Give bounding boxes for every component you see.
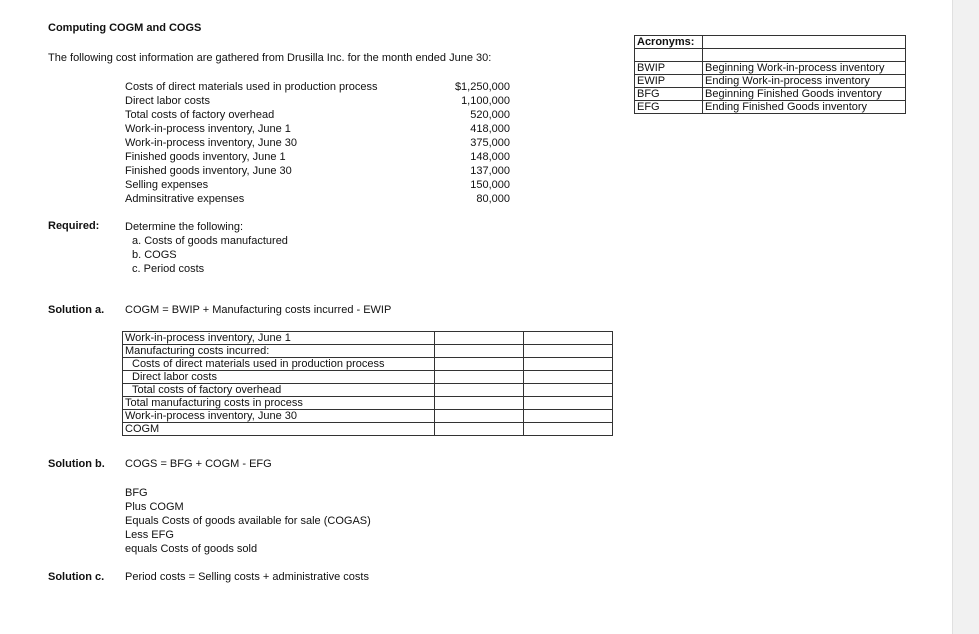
cogm-row-label[interactable]: Costs of direct materials used in production process xyxy=(123,358,435,371)
table-cell[interactable] xyxy=(524,423,613,436)
solution-c-label: Solution c. xyxy=(48,571,105,583)
cost-value: 137,000 xyxy=(470,165,510,177)
solution-a-formula: COGM = BWIP + Manufacturing costs incurred - EWIP xyxy=(125,304,392,316)
cogm-row-label[interactable]: Total manufacturing costs in process xyxy=(123,397,435,410)
cost-labels xyxy=(125,80,378,206)
required-line: a. Costs of goods manufactured xyxy=(132,235,288,247)
cogm-row-label[interactable]: Total costs of factory overhead xyxy=(123,384,435,397)
table-cell[interactable] xyxy=(635,49,703,62)
table-cell[interactable] xyxy=(435,358,524,371)
cost-value: 150,000 xyxy=(470,179,510,191)
cost-label: Work-in-process inventory, June 1 xyxy=(125,123,291,135)
table-row xyxy=(123,397,613,410)
table-row xyxy=(635,62,906,75)
cost-value: 418,000 xyxy=(470,123,510,135)
solution-b-steps xyxy=(125,486,371,556)
required-line: b. COGS xyxy=(132,249,177,261)
table-row xyxy=(635,36,906,49)
required-line: c. Period costs xyxy=(132,263,205,275)
solution-b-line: Plus COGM xyxy=(125,501,184,513)
cost-label: Total costs of factory overhead xyxy=(125,109,275,121)
table-cell[interactable] xyxy=(435,397,524,410)
table-cell[interactable] xyxy=(524,410,613,423)
table-cell[interactable] xyxy=(703,49,906,62)
table-cell[interactable] xyxy=(524,397,613,410)
acronym-key[interactable]: BFG xyxy=(635,88,703,101)
table-cell[interactable] xyxy=(524,371,613,384)
cost-label: Selling expenses xyxy=(125,179,209,191)
cost-label: Direct labor costs xyxy=(125,95,210,107)
table-row xyxy=(123,345,613,358)
table-cell[interactable] xyxy=(524,358,613,371)
table-row xyxy=(123,332,613,345)
cost-value: 80,000 xyxy=(476,193,510,205)
acronym-value[interactable]: Ending Finished Goods inventory xyxy=(703,101,906,114)
solution-c-formula: Period costs = Selling costs + administrative costs xyxy=(125,571,369,583)
table-cell[interactable] xyxy=(435,384,524,397)
solution-b-formula: COGS = BFG + COGM - EFG xyxy=(125,458,272,470)
table-row xyxy=(123,384,613,397)
table-row xyxy=(635,101,906,114)
cost-value: 1,100,000 xyxy=(461,95,510,107)
acronyms-header[interactable]: Acronyms: xyxy=(635,36,703,49)
solution-a-label: Solution a. xyxy=(48,304,105,316)
table-row xyxy=(635,49,906,62)
solution-b-line: BFG xyxy=(125,487,148,499)
acronym-key[interactable]: EWIP xyxy=(635,75,703,88)
vertical-scrollbar[interactable] xyxy=(952,0,979,634)
table-row xyxy=(635,75,906,88)
table-cell[interactable] xyxy=(435,423,524,436)
cogm-row-label[interactable]: COGM xyxy=(123,423,435,436)
table-row xyxy=(123,358,613,371)
table-cell[interactable] xyxy=(703,36,906,49)
table-cell[interactable] xyxy=(524,332,613,345)
table-cell[interactable] xyxy=(524,345,613,358)
acronym-key[interactable]: EFG xyxy=(635,101,703,114)
intro-text: The following cost information are gathered from Drusilla Inc. for the month ended June 30: xyxy=(48,52,492,64)
acronym-key[interactable]: BWIP xyxy=(635,62,703,75)
table-row xyxy=(635,88,906,101)
cost-values xyxy=(430,80,510,206)
cogm-row-label[interactable]: Manufacturing costs incurred: xyxy=(123,345,435,358)
cost-label: Work-in-process inventory, June 30 xyxy=(125,137,297,149)
table-cell[interactable] xyxy=(435,371,524,384)
acronym-value[interactable]: Beginning Work-in-process inventory xyxy=(703,62,906,75)
required-line: Determine the following: xyxy=(125,221,244,233)
cost-value: $1,250,000 xyxy=(454,81,510,93)
cost-value: 520,000 xyxy=(470,109,510,121)
acronyms-table xyxy=(634,35,906,114)
table-row xyxy=(123,371,613,384)
table-row xyxy=(123,410,613,423)
page-title: Computing COGM and COGS xyxy=(48,22,202,34)
cogm-row-label[interactable]: Direct labor costs xyxy=(123,371,435,384)
cost-value: 148,000 xyxy=(470,151,510,163)
cogm-table xyxy=(122,331,613,436)
acronym-value[interactable]: Beginning Finished Goods inventory xyxy=(703,88,906,101)
solution-b-line: Less EFG xyxy=(125,529,174,541)
table-cell[interactable] xyxy=(435,410,524,423)
solution-b-line: Equals Costs of goods available for sale (COGAS) xyxy=(125,515,371,527)
required-text xyxy=(125,220,288,276)
cost-value: 375,000 xyxy=(470,137,510,149)
acronym-value[interactable]: Ending Work-in-process inventory xyxy=(703,75,906,88)
table-cell[interactable] xyxy=(435,332,524,345)
required-label: Required: xyxy=(48,220,100,232)
solution-b-line: equals Costs of goods sold xyxy=(125,543,258,555)
cogm-row-label[interactable]: Work-in-process inventory, June 30 xyxy=(123,410,435,423)
cost-label: Finished goods inventory, June 1 xyxy=(125,151,286,163)
table-cell[interactable] xyxy=(435,345,524,358)
cost-label: Adminsitrative expenses xyxy=(125,193,245,205)
cost-label: Finished goods inventory, June 30 xyxy=(125,165,292,177)
solution-b-label: Solution b. xyxy=(48,458,105,470)
table-row xyxy=(123,423,613,436)
cost-label: Costs of direct materials used in production process xyxy=(125,81,378,93)
table-cell[interactable] xyxy=(524,384,613,397)
cogm-row-label[interactable]: Work-in-process inventory, June 1 xyxy=(123,332,435,345)
